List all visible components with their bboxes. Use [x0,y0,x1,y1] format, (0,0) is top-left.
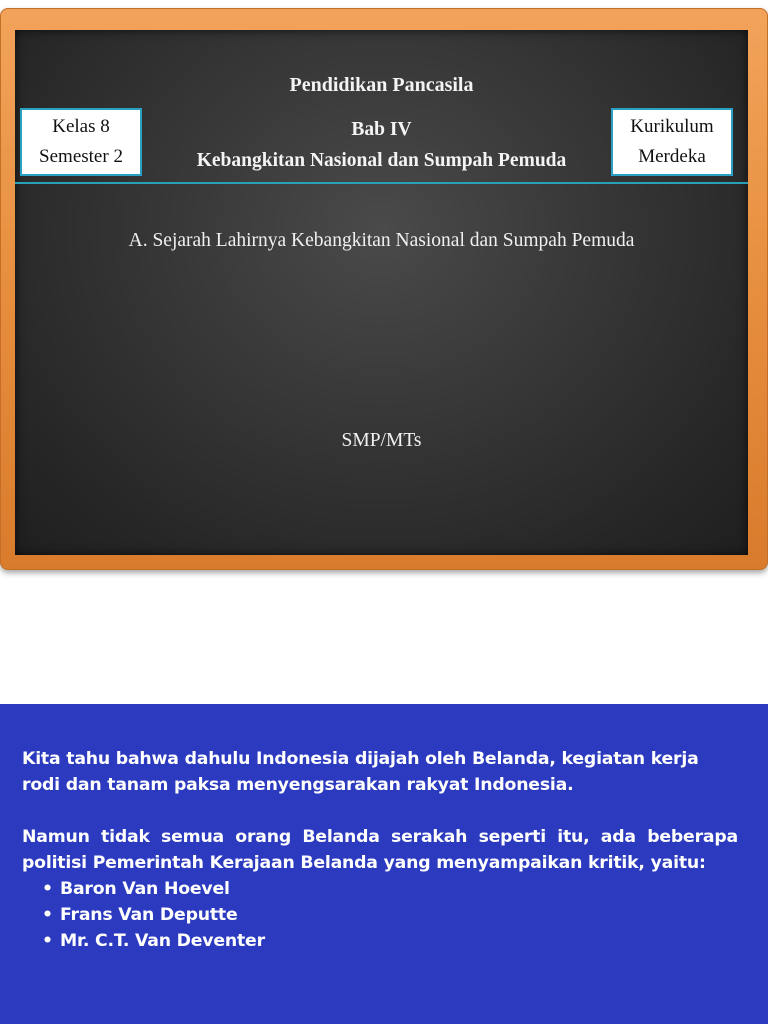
chapter-number: Bab IV [351,119,412,140]
class-label: Kelas 8 [52,116,110,137]
list-item: • Frans Van Deputte [42,902,738,928]
critics-intro-paragraph: Namun tidak semua orang Belanda serakah seperti itu, ada beberapa politisi Pemerintah Kerajaan Belanda yang menyampaikan kritik, yaitu: [22,827,738,873]
subject-title: Pendidikan Pancasila [289,74,474,96]
intro-paragraph: Kita tahu bahwa dahulu Indonesia dijajah oleh Belanda, kegiatan kerja rodi dan tanam paksa menyengsarakan rakyat Indonesia. [22,749,699,795]
list-item: • Mr. C.T. Van Deventer [42,928,738,954]
list-item: • Baron Van Hoevel [42,876,738,902]
school-level-label: SMP/MTs [341,430,422,451]
curriculum-info-box [611,108,733,176]
chalkboard [15,30,748,555]
curriculum-name: Merdeka [638,146,706,167]
section-heading: A. Sejarah Lahirnya Kebangkitan Nasional dan Sumpah Pemuda [128,230,635,251]
header-divider [15,182,748,184]
chalkboard-frame [0,8,768,570]
chapter-title: Kebangkitan Nasional dan Sumpah Pemuda [196,150,567,171]
semester-label: Semester 2 [39,146,123,167]
critics-list [22,876,738,954]
curriculum-label: Kurikulum [630,116,714,137]
info-panel [0,704,768,1024]
